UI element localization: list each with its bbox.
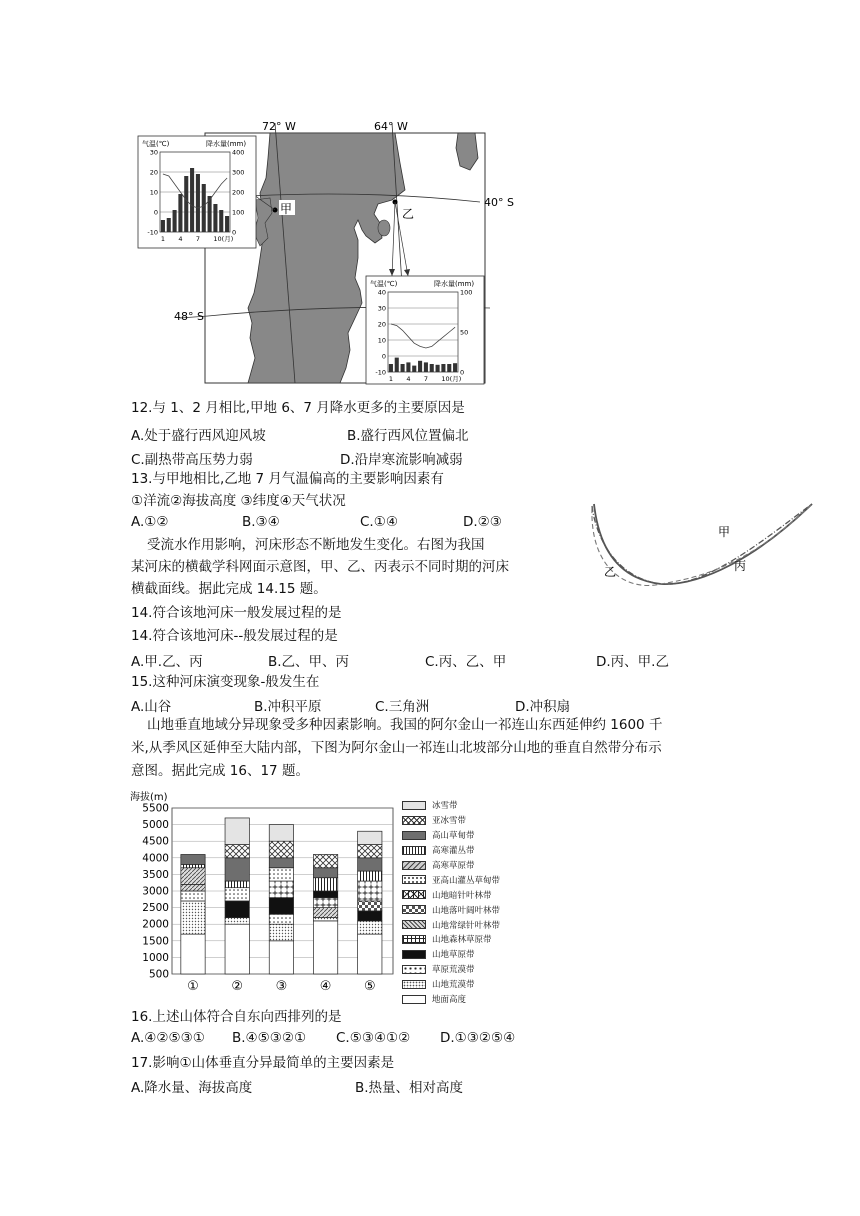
question-14-b: 14.符合该地河床--般发展过程的是 [131, 628, 338, 644]
legend-swatch-subice [402, 816, 426, 825]
precip-bar [213, 204, 217, 232]
zone-segment [313, 891, 337, 898]
point-yi-label: 乙 [402, 207, 415, 221]
zone-segment [181, 864, 205, 867]
y-tick-label: 5000 [142, 819, 169, 832]
q13-option-a[interactable]: A.①② [131, 514, 169, 530]
yi-temp-label: 气温(℃) [370, 280, 398, 288]
zone-category-label: ④ [319, 979, 332, 994]
right-tick-label: 100 [460, 288, 473, 297]
q15-option-c[interactable]: C.三角洲 [375, 699, 430, 715]
legend-item: 山地落叶阔叶林带 [402, 902, 522, 917]
riverbed-label-bing: 丙 [734, 559, 747, 573]
zone-segment [181, 884, 205, 891]
passage-14-line-1: 受流水作用影响，河床形态不断地发生变化。右图为我国 [147, 537, 485, 553]
question-14-a: 14.符合该地河床一般发展过程的是 [131, 605, 342, 621]
precip-bar [430, 364, 434, 372]
zone-segment [269, 881, 293, 898]
legend-swatch-mountain-desert [402, 980, 426, 989]
zone-segment [225, 881, 249, 888]
y-tick-label: 3000 [142, 885, 169, 898]
x-tick-label: 4 [178, 235, 183, 243]
zone-segment [269, 858, 293, 868]
left-tick-label: -10 [147, 228, 158, 237]
precip-bar [225, 216, 229, 232]
x-tick-label: 1 [388, 375, 394, 383]
legend-swatch-ice [402, 801, 426, 810]
y-tick-label: 4500 [142, 835, 169, 848]
y-tick-label: 1000 [142, 951, 169, 964]
legend-item: 山地荒漠带 [402, 977, 522, 992]
q13-option-c[interactable]: C.①④ [360, 514, 398, 530]
right-tick-label: 0 [460, 368, 465, 377]
right-tick-label: 0 [232, 228, 237, 237]
zone-segment [313, 878, 337, 891]
point-jia-label: 甲 [280, 202, 293, 216]
question-17: 17.影响①山体垂直分异最简单的主要因素是 [131, 1055, 395, 1071]
y-tick-label: 1500 [142, 935, 169, 948]
left-tick-label: 40 [377, 288, 386, 297]
riverbed-label-jia: 甲 [718, 525, 731, 539]
q13-option-b[interactable]: B.③④ [242, 514, 280, 530]
zone-segment [313, 921, 337, 974]
legend-swatch-evergreen [402, 920, 426, 929]
precip-bar [161, 220, 165, 232]
riverbed-label-yi: 乙 [604, 565, 617, 579]
legend-item: 山地常绿针叶林带 [402, 917, 522, 932]
precip-bar [219, 210, 223, 232]
inset-chart-yi [366, 276, 484, 384]
precip-bar [424, 362, 428, 372]
question-15: 15.这种河床演变现象-般发生在 [131, 674, 320, 690]
legend-swatch-alpine-meadow [402, 831, 426, 840]
precip-bar [406, 362, 410, 372]
precip-bar [418, 361, 422, 372]
precip-bar [184, 176, 188, 232]
q12-option-a[interactable]: A.处于盛行西风迎风坡 [131, 428, 266, 444]
question-16: 16.上述山体符合自东向西排列的是 [131, 1009, 342, 1025]
x-tick-label: 4 [406, 375, 411, 383]
legend-swatch-cold-shrub [402, 846, 426, 855]
left-tick-label: 20 [377, 320, 386, 329]
legend-item: 亚冰雪带 [402, 813, 522, 828]
zone-segment [181, 901, 205, 934]
legend-item: 冰雪带 [402, 798, 522, 813]
legend-item: 草原荒漠带 [402, 962, 522, 977]
legend-item: 高寒灌丛带 [402, 843, 522, 858]
legend-swatch-broadleaf [402, 905, 426, 914]
zone-segment [225, 918, 249, 925]
riverbed-line-jia [592, 504, 812, 584]
zone-segment [181, 891, 205, 901]
riverbed-figure [586, 498, 826, 598]
legend-swatch-cold-steppe [402, 861, 426, 870]
legend-item: 高山草甸带 [402, 828, 522, 843]
zone-segment [225, 818, 249, 845]
x-tick-label: 10(月) [441, 375, 462, 383]
left-tick-label: 20 [149, 168, 158, 177]
zone-segment [225, 924, 249, 974]
zone-segment [269, 914, 293, 924]
zone-segment [269, 941, 293, 974]
jia-precip-label: 降水量(mm) [206, 140, 247, 148]
precip-bar [190, 168, 194, 232]
y-tick-label: 5500 [142, 802, 169, 815]
left-tick-label: 0 [153, 208, 158, 217]
zone-segment [181, 854, 205, 864]
yi-precip-label: 降水量(mm) [434, 280, 475, 288]
zone-segment [358, 921, 382, 934]
zone-segment [225, 888, 249, 901]
zone-segment [358, 934, 382, 974]
precip-bar [202, 184, 206, 232]
zone-segment [313, 854, 337, 867]
map-figure [130, 118, 530, 388]
q14-option-c[interactable]: C.丙、乙、甲 [425, 654, 507, 670]
zone-segment [313, 908, 337, 918]
passage-16-line-3: 意图。据此完成 16、17 题。 [131, 763, 309, 779]
x-tick-label: 7 [423, 375, 429, 383]
q15-option-a[interactable]: A.山谷 [131, 699, 172, 715]
zone-chart-ylabel: 海拔(m) [130, 792, 168, 803]
q12-option-d[interactable]: D.沿岸寒流影响减弱 [340, 452, 463, 468]
zone-segment [358, 845, 382, 858]
q13-option-d[interactable]: D.②③ [463, 514, 502, 530]
precip-bar [167, 218, 171, 232]
left-tick-label: 0 [381, 352, 386, 361]
y-tick-label: 4000 [142, 852, 169, 865]
zone-segment [181, 934, 205, 974]
q16-option-d[interactable]: D.①③②⑤④ [440, 1030, 516, 1046]
zone-segment [313, 918, 337, 921]
precip-bar [389, 364, 393, 372]
zone-segment [225, 858, 249, 881]
passage-14-line-2: 某河床的横截学科网面示意图，甲、乙、丙表示不同时期的河床 [131, 559, 509, 575]
legend-swatch-dark-conifer [402, 890, 426, 899]
x-tick-label: 7 [195, 235, 201, 243]
question-12: 12.与 1、2 月相比,甲地 6、7 月降水更多的主要原因是 [131, 400, 465, 416]
right-tick-label: 50 [460, 328, 469, 337]
precip-bar [412, 366, 416, 372]
riverbed-line-yi [594, 504, 812, 584]
legend-item: 地面高度 [402, 992, 522, 1007]
jia-temp-label: 气温(℃) [142, 140, 170, 148]
lon-label-72w: 72° W [262, 120, 296, 133]
q15-option-d[interactable]: D.冲积扇 [515, 699, 571, 715]
zone-segment [358, 871, 382, 881]
x-tick-label: 10(月) [213, 235, 234, 243]
precip-bar [401, 364, 405, 372]
passage-16-line-2: 米,从季风区延伸至大陆内部，下图为阿尔金山一祁连山北坡部分山地的垂直自然带分布示 [131, 740, 662, 756]
zone-category-label: ⑤ [363, 979, 376, 994]
legend-swatch-subalpine [402, 875, 426, 884]
zone-segment [269, 841, 293, 858]
right-tick-label: 200 [232, 188, 245, 197]
q16-option-c[interactable]: C.⑤③④①② [336, 1030, 411, 1046]
zone-segment [269, 868, 293, 881]
precip-bar [453, 363, 457, 372]
q15-option-b[interactable]: B.冲积平原 [254, 699, 322, 715]
zone-segment [358, 881, 382, 901]
precip-bar [395, 358, 399, 372]
right-tick-label: 400 [232, 148, 245, 157]
left-tick-label: 30 [377, 304, 386, 313]
zone-segment [358, 831, 382, 844]
q16-option-b[interactable]: B.④⑤③②① [232, 1030, 307, 1046]
passage-16-line-1: 山地垂直地域分异现象受多种因素影响。我国的阿尔金山一祁连山东西延伸约 1600 千 [147, 717, 663, 733]
left-tick-label: -10 [375, 368, 386, 377]
zone-segment [313, 868, 337, 878]
q14-option-d[interactable]: D.丙、甲.乙 [596, 654, 669, 670]
zone-segment [269, 825, 293, 842]
zone-segment [181, 868, 205, 885]
right-tick-label: 100 [232, 208, 245, 217]
q16-option-a[interactable]: A.④②⑤③① [131, 1030, 205, 1046]
lon-label-64w: 64° W [374, 120, 408, 133]
y-tick-label: 2000 [142, 918, 169, 931]
right-tick-label: 300 [232, 168, 245, 177]
precip-bar [447, 364, 451, 372]
zone-segment [358, 901, 382, 911]
q17-option-a[interactable]: A.降水量、海拔高度 [131, 1080, 253, 1096]
left-tick-label: 10 [149, 188, 158, 197]
zone-segment [269, 898, 293, 915]
legend-swatch-forest-steppe [402, 935, 426, 944]
precip-bar [196, 174, 200, 232]
legend-swatch-mountain-steppe [402, 950, 426, 959]
zone-segment [358, 858, 382, 871]
q12-option-b[interactable]: B.盛行西风位置偏北 [347, 428, 469, 444]
left-tick-label: 30 [149, 148, 158, 157]
q12-option-c[interactable]: C.副热带高压势力弱 [131, 452, 253, 468]
legend-item: 高寒草原带 [402, 858, 522, 873]
question-13-items: ①洋流②海拔高度 ③纬度④天气状况 [131, 493, 346, 509]
lat-label-48s: 48° S [174, 310, 204, 323]
lat-label-40s: 40° S [484, 196, 514, 209]
zone-segment [225, 845, 249, 858]
q14-option-a[interactable]: A.甲.乙、丙 [131, 654, 203, 670]
small-island [378, 220, 390, 236]
y-tick-label: 2500 [142, 902, 169, 915]
precip-bar [178, 194, 182, 232]
x-tick-label: 1 [160, 235, 166, 243]
zone-category-label: ③ [275, 979, 288, 994]
zone-segment [269, 924, 293, 941]
vertical-zone-chart [128, 788, 398, 998]
zone-segment [313, 898, 337, 908]
legend-item: 山地草原带 [402, 947, 522, 962]
question-13: 13.与甲地相比,乙地 7 月气温偏高的主要影响因素有 [131, 471, 444, 487]
q14-option-b[interactable]: B.乙、甲、丙 [268, 654, 350, 670]
legend-swatch-steppe-desert [402, 965, 426, 974]
legend-swatch-ground [402, 995, 426, 1004]
legend-item: 山地森林草原带 [402, 932, 522, 947]
legend-item: 山地暗针叶林带 [402, 887, 522, 902]
q17-option-b[interactable]: B.热量、相对高度 [355, 1080, 464, 1096]
y-tick-label: 500 [148, 968, 169, 981]
passage-14-line-3: 横截面线。据此完成 14.15 题。 [131, 581, 327, 597]
climate-map [130, 118, 530, 388]
zone-category-label: ① [187, 979, 199, 994]
y-tick-label: 3500 [142, 868, 169, 881]
precip-bar [173, 210, 177, 232]
inset-chart-jia [138, 136, 256, 248]
precip-bar [441, 364, 445, 372]
left-tick-label: 10 [377, 336, 386, 345]
zone-segment [358, 911, 382, 921]
zone-category-label: ② [231, 979, 244, 994]
zone-segment [225, 901, 249, 918]
precip-bar [436, 365, 440, 372]
riverbed-line-bing [592, 504, 812, 585]
legend-item: 亚高山灌丛草甸带 [402, 872, 522, 887]
zone-legend [402, 798, 522, 1006]
